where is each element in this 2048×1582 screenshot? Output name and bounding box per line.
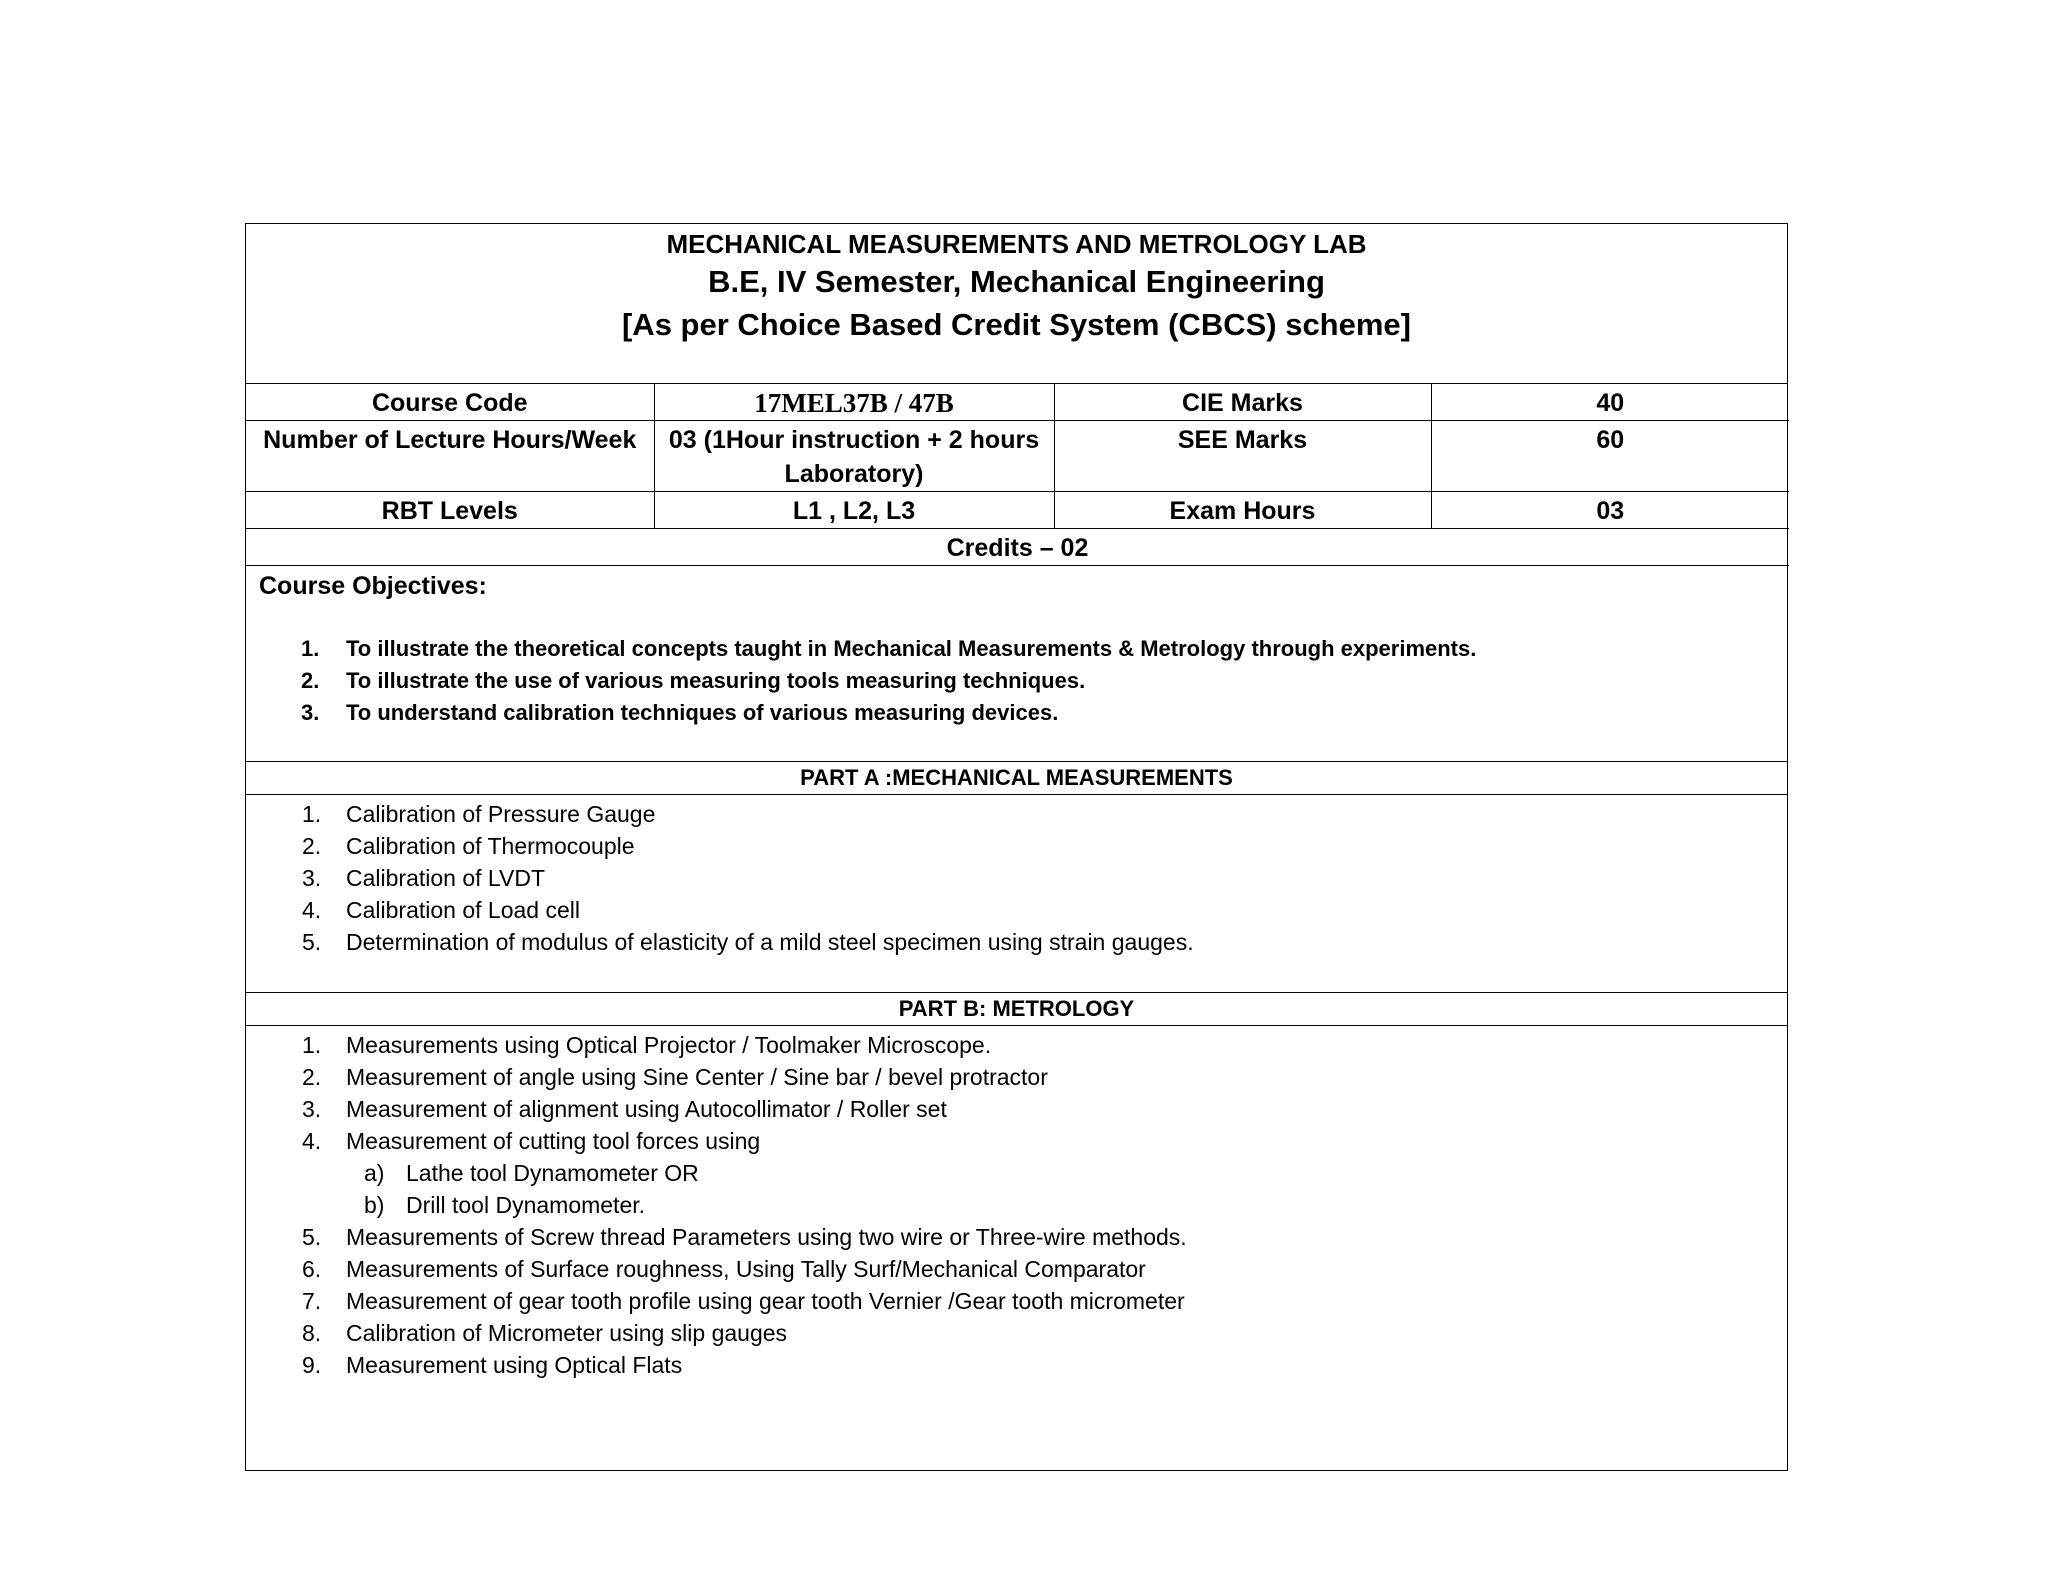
part-b-item-text: Measurement of alignment using Autocollimator / Roller set bbox=[346, 1096, 947, 1122]
part-b-heading-bold: PART B bbox=[898, 996, 980, 1021]
part-b-item-text: Measurement of gear tooth profile using gear tooth Vernier /Gear tooth micrometer bbox=[346, 1288, 1185, 1314]
part-b-item bbox=[246, 1062, 1787, 1094]
rbt-row bbox=[246, 492, 1789, 529]
part-b-heading bbox=[246, 993, 1787, 1026]
objectives-heading: Course Objectives: bbox=[259, 572, 487, 600]
part-a-item bbox=[246, 799, 1787, 831]
semester-title: B.E, IV Semester, Mechanical Engineering bbox=[708, 264, 1325, 299]
part-a-item-text: Calibration of Pressure Gauge bbox=[346, 801, 656, 827]
part-a-item bbox=[246, 927, 1787, 959]
part-a-item-text: Determination of modulus of elasticity of a mild steel specimen using strain gauges. bbox=[346, 929, 1194, 955]
see-marks-value: 60 bbox=[1431, 421, 1789, 492]
part-a-item-text: Calibration of LVDT bbox=[346, 865, 545, 891]
part-b-item-text: Measurement using Optical Flats bbox=[346, 1352, 683, 1378]
lecture-hours-value: 03 (1Hour instruction + 2 hours Laboratory) bbox=[654, 421, 1054, 492]
course-code-value: 17MEL37B / 47B bbox=[654, 384, 1054, 421]
lecture-hours-row bbox=[246, 421, 1789, 492]
part-b-item bbox=[246, 1350, 1787, 1382]
part-b-item-text: Measurements of Screw thread Parameters using two wire or Three-wire methods. bbox=[346, 1224, 1187, 1250]
part-a-item-text: Calibration of Thermocouple bbox=[346, 833, 635, 859]
objectives-list bbox=[246, 636, 1787, 732]
part-b-item-text: Lathe tool Dynamometer OR bbox=[406, 1160, 699, 1186]
part-a-item bbox=[246, 831, 1787, 863]
part-b-item-number: 7. bbox=[302, 1288, 322, 1314]
part-a-item-text: Calibration of Load cell bbox=[346, 897, 580, 923]
part-b-item-text: Drill tool Dynamometer. bbox=[406, 1192, 646, 1218]
part-b-item-number: 3. bbox=[302, 1096, 322, 1122]
part-b-item-text: Calibration of Micrometer using slip gauges bbox=[346, 1320, 788, 1346]
part-a-item-number: 4. bbox=[302, 897, 322, 923]
rbt-levels-label: RBT Levels bbox=[246, 492, 654, 529]
part-a-section bbox=[246, 795, 1787, 993]
part-b-item bbox=[246, 1190, 1787, 1222]
part-b-item bbox=[246, 1286, 1787, 1318]
part-b-item bbox=[246, 1254, 1787, 1286]
part-b-item-number: 6. bbox=[302, 1256, 322, 1282]
part-a-list bbox=[246, 799, 1787, 959]
part-b-list bbox=[246, 1030, 1787, 1382]
part-b-item-number: a) bbox=[364, 1160, 385, 1186]
part-b-item bbox=[246, 1030, 1787, 1062]
objective-item-text: To illustrate the use of various measuring tools measuring techniques. bbox=[346, 668, 1086, 693]
part-b-item bbox=[246, 1126, 1787, 1158]
objective-item bbox=[246, 668, 1787, 700]
objective-item-number: 2. bbox=[301, 668, 320, 693]
exam-hours-label: Exam Hours bbox=[1054, 492, 1431, 529]
part-a-item-number: 5. bbox=[302, 929, 322, 955]
course-code-row bbox=[246, 384, 1789, 421]
course-info-table bbox=[246, 384, 1789, 566]
part-a-item-number: 3. bbox=[302, 865, 322, 891]
part-b-item-text: Measurement of cutting tool forces using bbox=[346, 1128, 761, 1154]
syllabus-sheet bbox=[245, 223, 1788, 1471]
part-b-item-text: Measurement of angle using Sine Center / Sine bar / bevel protractor bbox=[346, 1064, 1048, 1090]
part-b-item-number: 1. bbox=[302, 1032, 322, 1058]
part-b-item-number: b) bbox=[364, 1192, 385, 1218]
course-objectives bbox=[246, 564, 1787, 762]
credits: Credits – 02 bbox=[246, 529, 1789, 566]
part-b-item bbox=[246, 1094, 1787, 1126]
part-a-heading bbox=[246, 762, 1787, 795]
cie-marks-value: 40 bbox=[1431, 384, 1789, 421]
part-b-item bbox=[246, 1158, 1787, 1190]
lecture-hours-label: Number of Lecture Hours/Week bbox=[246, 421, 654, 492]
objective-item bbox=[246, 700, 1787, 732]
part-b-item-number: 5. bbox=[302, 1224, 322, 1250]
see-marks-label: SEE Marks bbox=[1054, 421, 1431, 492]
part-b-heading-rest: : METROLOGY bbox=[979, 996, 1135, 1021]
objective-item-text: To illustrate the theoretical concepts taught in Mechanical Measurements & Metrology through experiments. bbox=[346, 636, 1477, 661]
rbt-levels-value: L1 , L2, L3 bbox=[654, 492, 1054, 529]
part-a-item-number: 1. bbox=[302, 801, 322, 827]
part-a-item-number: 2. bbox=[302, 833, 322, 859]
part-b-item-text: Measurements of Surface roughness, Using Tally Surf/Mechanical Comparator bbox=[346, 1256, 1146, 1282]
objective-item bbox=[246, 636, 1787, 668]
credits-row bbox=[246, 529, 1789, 566]
part-a-item bbox=[246, 895, 1787, 927]
part-a-heading-text: PART A :MECHANICAL MEASUREMENTS bbox=[800, 765, 1233, 790]
part-b-item-number: 9. bbox=[302, 1352, 322, 1378]
part-b-item-number: 8. bbox=[302, 1320, 322, 1346]
objective-item-text: To understand calibration techniques of various measuring devices. bbox=[346, 700, 1059, 725]
title-block bbox=[246, 224, 1787, 384]
lab-title: MECHANICAL MEASUREMENTS AND METROLOGY LAB bbox=[666, 229, 1367, 259]
scheme-title: [As per Choice Based Credit System (CBCS) scheme] bbox=[621, 307, 1411, 342]
part-b-item bbox=[246, 1318, 1787, 1350]
objective-item-number: 3. bbox=[301, 700, 320, 725]
part-b-item-number: 4. bbox=[302, 1128, 322, 1154]
exam-hours-value: 03 bbox=[1431, 492, 1789, 529]
part-b-item-text: Measurements using Optical Projector / Toolmaker Microscope. bbox=[346, 1032, 992, 1058]
part-b-item-number: 2. bbox=[302, 1064, 322, 1090]
part-b-item bbox=[246, 1222, 1787, 1254]
part-a-item bbox=[246, 863, 1787, 895]
course-code-label: Course Code bbox=[246, 384, 654, 421]
objective-item-number: 1. bbox=[301, 636, 320, 661]
cie-marks-label: CIE Marks bbox=[1054, 384, 1431, 421]
